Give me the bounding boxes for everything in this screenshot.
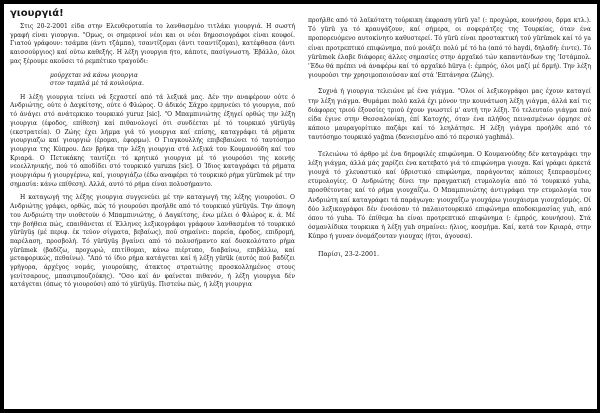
poem-line: μούρχεται νά κάνω γιουργια [50, 71, 138, 79]
left-column [4, 4, 301, 409]
right-column [300, 4, 597, 409]
paragraph: Στις 20-2-2001 είδα στην Ελευθεροτυπία το λανθασμένο τιτλάκι γιουργιά. Η σωστή γραφή είναι γιουργια. "Ομως, οι σημερινοί νέοι και οι νέοι δημοσιογράφοι είναι κουφοί. Γιατού γράφουν: τσάμπα (άντι τζάμπα), τσαντίζομαι (άντι τσαντίζομαι), κατέφθασα (άντι καισσούργιος) καί ούτω καθεξής. Η λέξη γιουργια ήτο, κάποτε, πασίγνωστη. Έβάλλο, όλοι μας ξέρουμε ακούσει τό ρεμπέτικο τραγούδι: [10, 23, 295, 65]
poem-line: στον ταμπλά μέ τά κουλούρια. [50, 80, 144, 88]
paragraph: προήλθε από τό λαϊκότατη τούρκικη έκφραση yürü ya! (: προχώρα, κουνήσου, δρμα κτλ.). Τό yürü ya τό κραυγάζουν, καί σήμερα, οι σοφεράτζες της Τουρκίας, όταν ένα προπορευόμενο αυτοκίνητο καθυστερεί. Τό yürü είναι προστακτική τού yürümek καί τό ya είναι προτρεπτικό επιφώνημα, πού μοιάζει πολύ μέ τό ha (από τό haydi, δηλαδή: έιντε). Τό yürümek έλαβε διάφορες άλλες σημασίες στην άρχαϊκό τών καπαντάνδων της 'Ιστάμπολ. 'Έδω θά πρέπει νά άναφέρω καί τό αρχαϊκό hürya (: έμπρός, όλοι μαζί μέ δρμή). Την λέξη γιουρούσι την χρησιμοποιούσαν καί στά 'Επτάνησα (Ζώης). [308, 17, 591, 80]
date-signature: Παρίσι, 23-2-2001. [318, 250, 379, 258]
paragraph: Η καταγωγή της λέξης γιουργια συγγενεύει μέ την καταγωγή της λέξης γιουρούσι. Ο Ανδριώτης γράφει, ορθώς, πώς τό γιουρούσι προήλθε από τό τουρκικό yürüyüs. Την άποψη του Ανδριώτη την υιοθετούν ό Μπαμπινιώτης, ό Δαγκίτσης, ένω μέλει ό Φλώρος κ. ά. Μέ την βοήθεια πώς, επαιθάνεται εί Έλληνες λεξικογράφοι γράφουν λανθασμένα τό τουρκικό yürüyüş (μέ περιφ. έκ τεύον σίγματα, βεβαίως), πού σημαίνει: πορεία, έφοδος, επιδρομή, παρέλαση, προσβολή. Τό yürüyüş βγαίνει από τό πολυσήμαντο καί δυσκολότατο ρήμα yürümek (βαδίζω, προχωρώ, επιτίθομαι, κάνω πιέρτυπο, διαβαίνω, επιβάλλω, καί μεταφορικώς, πεθαίνω). "Από τό ίδιο ρήμα κατάγεται καί ή λέξη yürük (αυτός πού βαδίζει γρήγορα, άρχέγος νομάς, γιουρούκης, άτακτος στρατιώτης προσκολλημένος στους γενίτσαρους, μπασιμπουζούκης). "Οσο καί άν φαίνεται πιθανόν, ή λέξη γιουργια δέν κατάγεται (όπως τό γιουρούσι) από τό yürüyüş. Πιστεύω πώς, ή λέξη γιουργια [10, 194, 295, 289]
paragraph: Συχνά ή γιουργια τελειώνε μέ ένα γιάγμα. "Ολοι οί λεξικογράφοι μας έχουν καταγεί την λέξη γιάγμα. Θυμάμαι πολύ καλά έχι μόνον την κουνάτωση λέξη γιάγμα, άλλά καί τις διάφορες τριού έξουσίες τριού έχουν γνωστεί μ' αυτή την λέξη. Τό τελευταίο γιάγμα πού είδα έγινε στην Θεσσαλονίκη, έπί Κατοχής, όταν ένα πλήθος πεινασμένων όρμησε σέ κάποιο μαυραγορίτικο παζάρι καί τό λεηλάτησε. Η λέξη γιάγμα προήλθε από τό ταυτόσημο τουρκικό yağma (δανεισμένο από τό περσικό yaghmâ). [308, 88, 591, 142]
article-title: γιουργιά! [10, 8, 64, 19]
paragraph: Η λέξη γιουργια τείνει νά ξεχαστεί από τά λεξικά μας. Δέν την αναφέρουν ούτε ό Ανδριώτης, ούτε ό Δαγκίτσης, ούτε ό Φλώρος. Ό άδικός Σάχρο ερμηνεύει τό γιουργια, πού τό άνάγει στό ανάτερκικο τουρκικό yuruz [sic]. "Ο Μπαμπινιώτης έξηγεί ορθώς την λέξη γιουργια (έφοδος, επίθεση) καί πιθανολογεί ότι συνδέεται μέ τό τουρκικό yürüyüş (εκστρατεία). Ο Ζώης έχει λήμμα γιά τό γιουργια καί επίσης, καταγράφει τά ρήματα γιουργιαζω καί γιουργιώ (έρομαι, έφορμω). Ο Γιαγκουλλής επιβεβαιώνει τό ταυτόσημο γιουργια της Κύπρου. Δεν βρήκα την λέξη γιουργια στά λεξικά του Κουμανούδη καί του Κριαρά. Ο Πετυκάκης ταυτίζει τό κρητικό γιουργια μέ τό γιουρούσι της κοινής νεοελληνικής, πού τό αποδίδει στό τουρκικό yuruzıs [sic]. Ο Ίδιος καταγράφει τά ρήματα γιουργιάρω ή γιουργέρνω, καί, γιουργιάζω (έδω αναφέρει τό τουρκικό ρήμα yürümek μέ την σημασία: κάνω επίθεση). Αλλά, αυτό τό ρήμα είναι πολυσήμαντο. [10, 93, 295, 188]
paragraph: Τελειώνω τό άρθρο μέ ένα δημοφιλές επιφώνημα. Ο Κουμανούδης δέν καταγράφει την λέξη γιάγμα, άλλά μάς χαρίζει ένα κατεβατό γιά τό επιφώνημα γιουχα. Καί γράφει άρκετά γιουχά τό χλευαστικό καί ύβριστικό επιφώνημα, παράγοντας κάποιες ξεπερασμένες ετυμολογίες. Ο Ανδριώτης δίνει την πραγματική ετυμολογία από τό τουρκικό yuha, προσθέτοντας καί τό ρήμα γιουχαΐζω. Ο Μπαμπινιώτης άντιγράφει την ετυμολογία του Ανδριώτη καί καταγράφει τά παράγωγα: γιουχαΐζω γιουχάρω γιουχάισμα γιουχαϊσμός. Οί δύο λεξικογράφοι δέν ένοιάσαν τό παλαιοτουρκικό επιφώνημα αποδοκιμασίας yuh, από όπου τό yuha. Τό έπίθεμα ha είναι προτρεπτικό επιφώνημα (: έμπρός, κουνήσου). Στά όσμανλίδικα τουρκικα ή λέξη yuh σημαίνει: ήλιος, κοσμήμα. Καί, κατά τον Κριαρά, στην Κύπρο ή γυναν όνομάζονταν γιουχας (ήτοι, άγουσα). [308, 150, 591, 241]
